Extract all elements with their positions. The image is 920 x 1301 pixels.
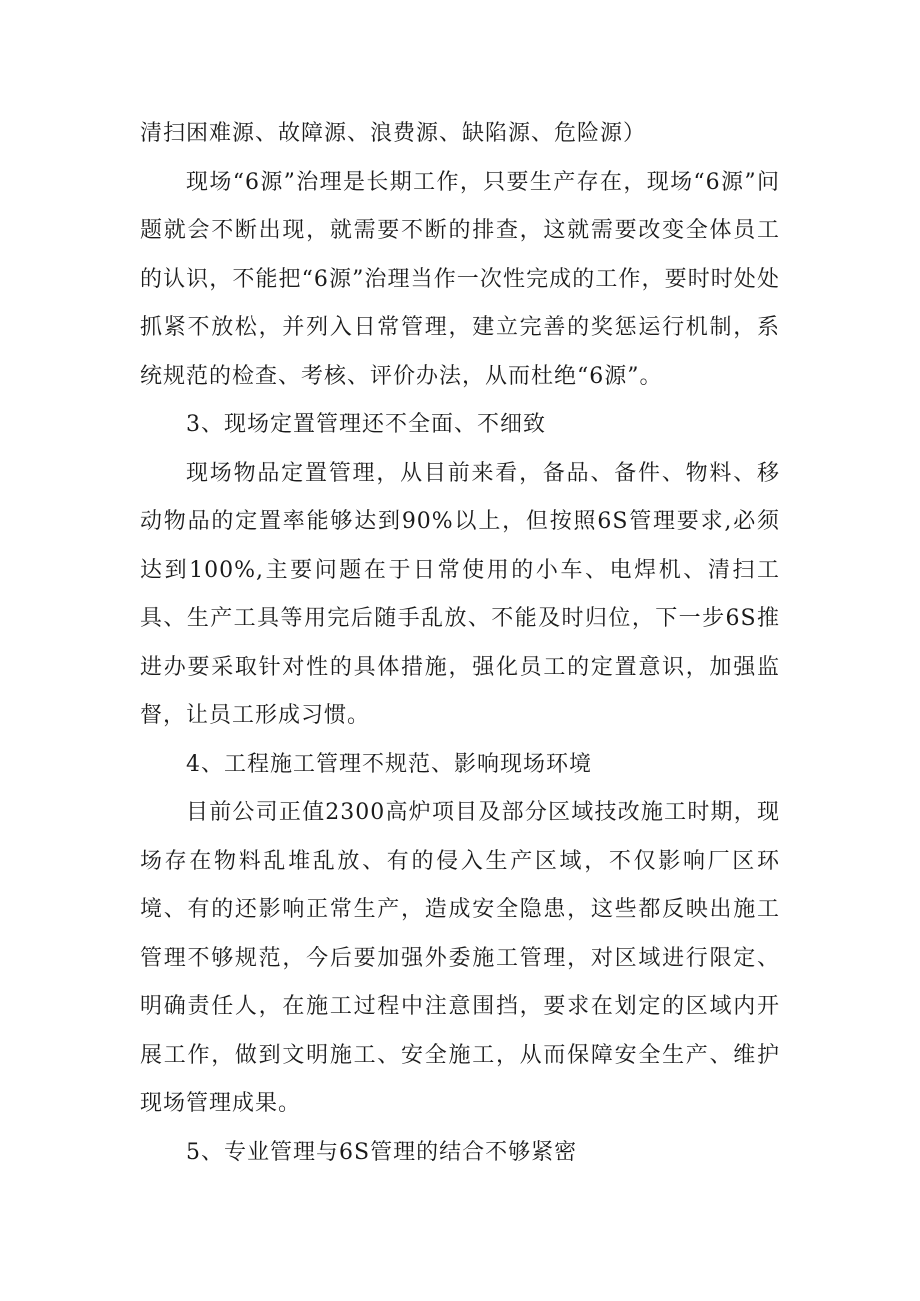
section-heading-4: 4、工程施工管理不规范、影响现场环境 <box>186 751 592 777</box>
section-heading-3: 3、现场定置管理还不全面、不细致 <box>186 412 546 437</box>
paragraph-6-source-governance: 现场“6源”治理是长期工作，只要生产存在，现场“6源”问题就会不断出现，就需要不断的排查，这就需要改变全体员工的认识，不能把“6源”治理当作一次性完成的工作，要时时处处抓紧不放松，并列入日常管理，建立完善的奖惩运行机制，系统规范的检查、考核、评价办法，从而杜绝“6源”。 <box>140 169 780 389</box>
paragraph-continuation: 清扫困难源、故障源、浪费源、缺陷源、危险源） <box>140 121 647 146</box>
paragraph-placement-management: 现场物品定置管理，从目前来看，备品、备件、物料、移动物品的定置率能够达到90%以上，但按照6S管理要求,必须达到100%,主要问题在于日常使用的小车、电焊机、清扫工具、生产工具等用完后随手乱放、不能及时归位，下一步6S推进办要采取针对性的具体措施，强化员工的定置意识，加强监督，让员工形成习惯。 <box>140 460 780 728</box>
paragraph-construction-management: 目前公司正值2300高炉项目及部分区域技改施工时期，现场存在物料乱堆乱放、有的侵入生产区域，不仅影响厂区环境、有的还影响正常生产，造成安全隐患，这些都反映出施工管理不够规范，今后要加强外委施工管理，对区域进行限定、明确责任人，在施工过程中注意围挡，要求在划定的区域内开展工作，做到文明施工、安全施工，从而保障安全生产、维护现场管理成果。 <box>140 800 780 1116</box>
section-heading-5: 5、专业管理与6S管理的结合不够紧密 <box>186 1139 578 1165</box>
document-body <box>140 110 780 1177</box>
